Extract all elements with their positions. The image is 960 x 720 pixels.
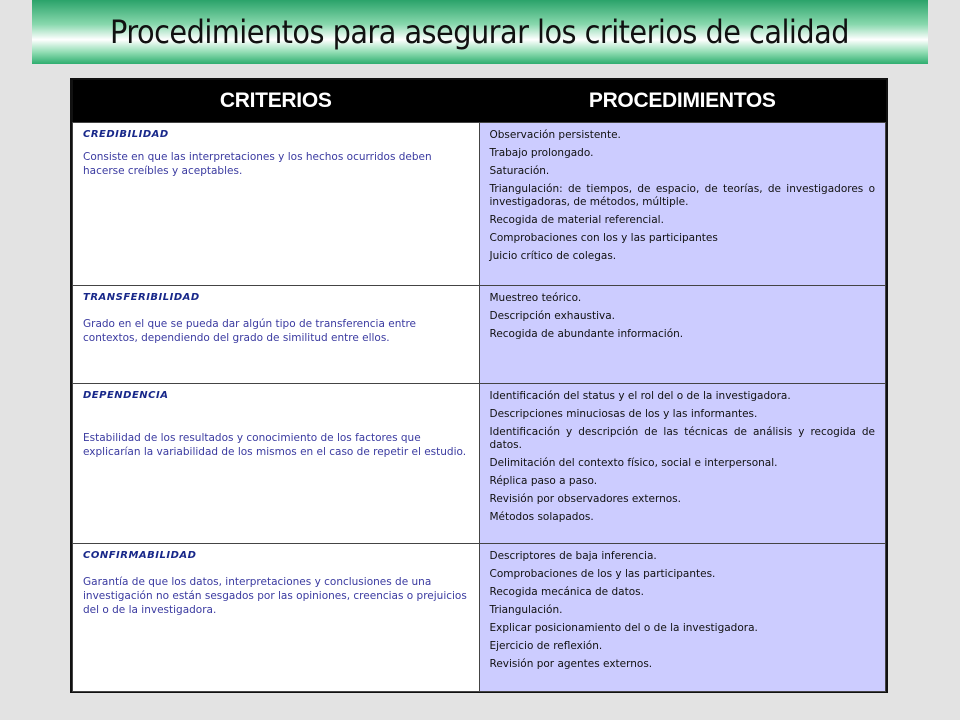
criterion-description: Consiste en que las interpretaciones y los hechos ocurridos deben hacerse creíbles y aceptables. <box>83 151 432 177</box>
procedure-item: Muestreo teórico. <box>489 292 582 304</box>
criterion-name: CREDIBILIDAD <box>83 129 169 140</box>
procedure-item: Descriptores de baja inferencia. <box>489 550 657 562</box>
procedure-item: Identificación y descripción de las técnicas de análisis y recogida de datos. <box>489 426 875 451</box>
procedure-item: Descripción exhaustiva. <box>489 310 616 322</box>
procedures-cell <box>479 123 886 286</box>
procedure-item: Revisión por agentes externos. <box>489 658 653 670</box>
procedures-cell <box>479 544 886 692</box>
criterion-description: Grado en el que se pueda dar algún tipo de transferencia entre contextos, dependiendo del grado de similitud entre ellos. <box>83 318 417 344</box>
procedure-item: Recogida de abundante información. <box>489 328 684 340</box>
procedures-cell <box>479 384 886 544</box>
criterion-name: DEPENDENCIA <box>83 390 169 401</box>
header-procedimientos: PROCEDIMIENTOS <box>479 80 886 123</box>
table-row <box>73 286 886 384</box>
procedure-item: Observación persistente. <box>489 129 621 141</box>
procedure-item: Ejercicio de reflexión. <box>489 640 603 652</box>
procedure-item: Juicio crítico de colegas. <box>489 250 617 262</box>
title-banner <box>32 0 928 64</box>
procedure-item: Recogida de material referencial. <box>489 214 664 226</box>
procedure-item: Métodos solapados. <box>489 511 594 523</box>
procedure-item: Trabajo prolongado. <box>489 147 594 159</box>
procedure-item: Recogida mecánica de datos. <box>489 586 644 598</box>
criterion-description: Estabilidad de los resultados y conocimiento de los factores que explicarían la variabilidad de los mismos en el caso de repetir el estudio. <box>83 432 467 458</box>
table-row <box>73 384 886 544</box>
table-row <box>73 544 886 692</box>
criterion-name: TRANSFERIBILIDAD <box>83 292 200 303</box>
criterion-name: CONFIRMABILIDAD <box>83 550 197 561</box>
criterion-cell <box>73 123 480 286</box>
procedure-item: Réplica paso a paso. <box>489 475 598 487</box>
procedure-item: Descripciones minuciosas de los y las informantes. <box>489 408 758 420</box>
procedure-item: Saturación. <box>489 165 550 177</box>
table-header-row <box>73 80 886 123</box>
procedure-item: Delimitación del contexto físico, social e interpersonal. <box>489 457 778 469</box>
procedure-item: Explicar posicionamiento del o de la investigadora. <box>489 622 758 634</box>
procedures-cell <box>479 286 886 384</box>
procedure-item: Triangulación: de tiempos, de espacio, de teorías, de investigadores o investigadoras, de métodos, múltiple. <box>489 183 875 208</box>
criterion-cell <box>73 544 480 692</box>
procedure-item: Comprobaciones con los y las participantes <box>489 232 718 244</box>
procedure-item: Comprobaciones de los y las participantes. <box>489 568 716 580</box>
procedure-item: Revisión por observadores externos. <box>489 493 681 505</box>
criterion-cell <box>73 384 480 544</box>
quality-criteria-table <box>70 78 888 693</box>
criteria-table <box>72 80 886 692</box>
procedure-item: Triangulación. <box>489 604 563 616</box>
criterion-description: Garantía de que los datos, interpretaciones y conclusiones de una investigación no están sesgados por las opiniones, creencias o prejuicios del o de la investigadora. <box>83 576 467 616</box>
table-row <box>73 123 886 286</box>
page-title: Procedimientos para asegurar los criterios de calidad <box>110 13 850 51</box>
procedure-item: Identificación del status y el rol del o de la investigadora. <box>489 390 791 402</box>
header-criterios: CRITERIOS <box>73 80 480 123</box>
criterion-cell <box>73 286 480 384</box>
